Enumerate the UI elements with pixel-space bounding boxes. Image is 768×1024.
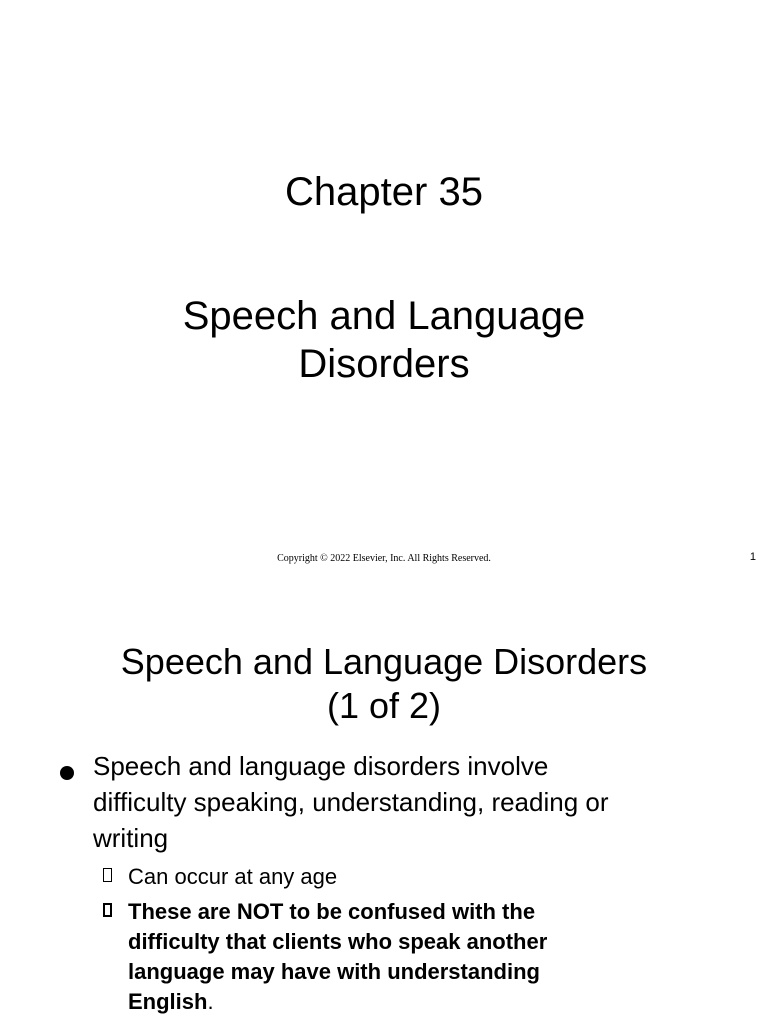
sub-bullet-text-2-bold-word: English xyxy=(128,989,208,1014)
bullet-text-line-2: difficulty speaking, understanding, reading or xyxy=(93,787,609,817)
slide-title-line-1: Speech and Language xyxy=(182,294,586,338)
bullet-text xyxy=(93,748,713,856)
sub-bullet-text-2-line-1: These are NOT to be confused with the xyxy=(128,899,536,924)
sub-bullet-text-2-line-2: difficulty that clients who speak another xyxy=(128,929,548,954)
sub-bullet-item-2 xyxy=(0,897,768,1021)
slide-title-line-2: Disorders xyxy=(298,342,470,386)
bullet-dot-icon xyxy=(60,766,74,780)
slide-title xyxy=(0,292,768,388)
chapter-title: Chapter 35 xyxy=(285,170,483,214)
slide-2-title xyxy=(0,640,768,728)
sub-bullet-box-icon xyxy=(103,903,112,917)
slide-2-title-line-1: Speech and Language Disorders xyxy=(120,641,648,682)
sub-bullet-text-1: Can occur at any age xyxy=(128,864,338,889)
copyright-notice: Copyright © 2022 Elsevier, Inc. All Rights Reserved. xyxy=(277,553,491,564)
slide-2-title-line-2: (1 of 2) xyxy=(326,685,442,726)
sub-bullet-text-2-line-3: language may have with understanding xyxy=(128,959,540,984)
sub-bullet-item-1 xyxy=(0,862,768,892)
bullet-text-line-1: Speech and language disorders involve xyxy=(93,751,549,781)
bullet-text-line-3: writing xyxy=(93,823,169,853)
bullet-item xyxy=(0,748,768,856)
page-number: 1 xyxy=(749,551,756,563)
sub-bullet-text-2-period: . xyxy=(207,989,214,1014)
sub-bullet-text-2-line-4 xyxy=(128,987,688,1017)
slide-2 xyxy=(0,590,768,1024)
sub-bullet-box-icon xyxy=(103,868,112,882)
sub-bullet-text-2 xyxy=(128,897,688,1017)
